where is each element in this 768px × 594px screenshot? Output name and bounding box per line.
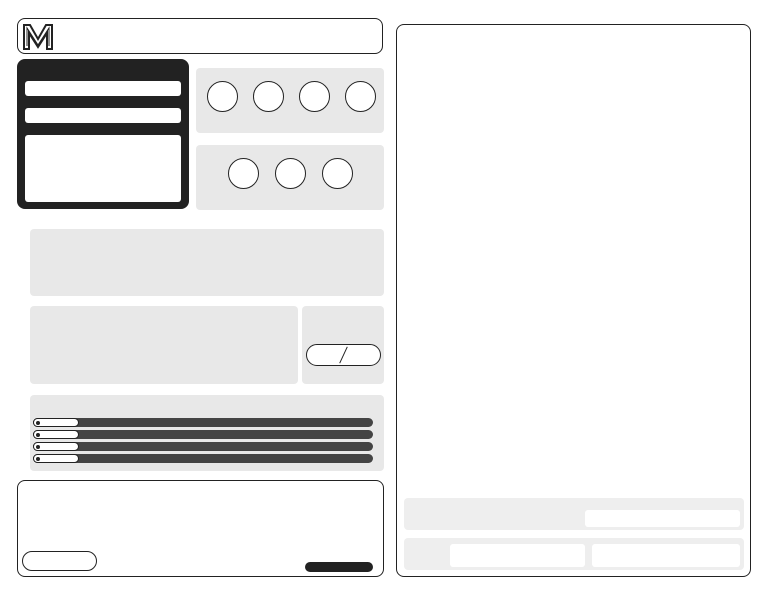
in-progress-field[interactable] [585, 510, 740, 527]
conditions-field[interactable] [592, 544, 740, 567]
in-treatment-field[interactable] [450, 544, 585, 567]
